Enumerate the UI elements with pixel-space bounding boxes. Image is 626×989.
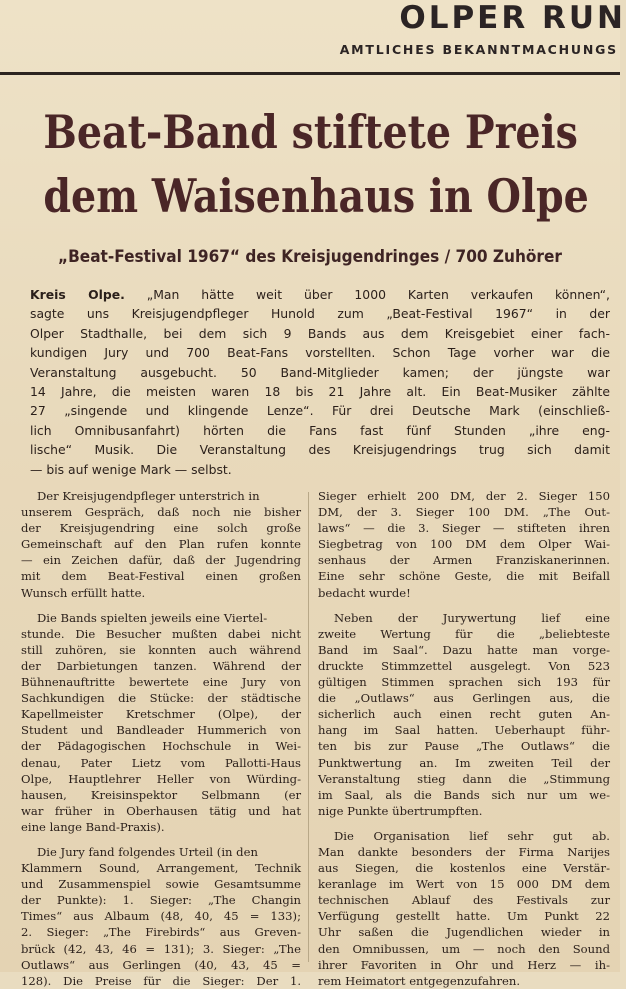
masthead-subtitle: AMTLICHES BEKANNTMACHUNGS [339, 42, 618, 57]
column-line: rem Heimatort entgegenzufahren. [318, 973, 521, 988]
column-line: brück (42, 43, 46 = 131); 3. Sieger: „The [21, 941, 301, 956]
column-line: technischen Ablauf des Festivals zur [318, 893, 610, 908]
column-line: DM, der 3. Sieger 100 DM. „The Out- [318, 505, 610, 520]
column-line: Gemeinschaft auf den Plan rufen konnte [21, 537, 301, 552]
column-line: Olpe, Hauptlehrer Heller von Würding- [21, 771, 301, 786]
column-line: 128). Die Preise für die Sieger: Der 1. [21, 973, 301, 988]
column-line: Der Kreisjugendpfleger unterstrich in [37, 489, 260, 503]
column-line: Neben der Jurywertung lief eine [334, 610, 610, 625]
lead-line-text: „Man hätte weit über 1000 Karten verkaufen können“, [124, 287, 610, 302]
column-line: Die Jury fand folgendes Urteil (in den [37, 844, 258, 859]
column-line: — ein Zeichen dafür, daß der Jugendring [21, 553, 301, 568]
column-line: der Darbietungen tanzen. Während der [21, 658, 301, 673]
column-line: still zuhören, sie konnten auch während [21, 642, 301, 657]
column-line: im Saal, als die Bands sich nur um we- [318, 787, 610, 802]
column-line: stunde. Die Besucher mußten dabei nicht [21, 626, 301, 641]
paragraph-gap [21, 601, 301, 610]
column-line: der Kreisjugendring eine solch große [21, 521, 301, 536]
lead-line: 27 „singende und klingende Lenze“. Für drei Deutsche Mark (einschließ- [30, 403, 610, 419]
column-line: Punktwertung an. Im zweiten Teil der [318, 755, 610, 770]
column-line: der Pädagogischen Hochschule in Wei- [21, 739, 301, 754]
subheadline: „Beat-Festival 1967“ des Kreisjugendringes / 700 Zuhörer [58, 247, 562, 266]
masthead [0, 0, 626, 72]
column-line: Kapellmeister Kretschmer (Olpe), der [21, 707, 301, 722]
column-line: Bühnenauftritte bewertete eine Jury von [21, 675, 301, 690]
column-line: senhaus der Armen Franziskanerinnen. [318, 553, 610, 568]
column-line: gültigen Stimmen sprachen sich 193 für [318, 675, 610, 690]
lead-line: — bis auf wenige Mark — selbst. [30, 461, 232, 477]
column-line: Student und Bandleader Hummerich von [21, 723, 301, 738]
headline [43, 100, 589, 228]
paragraph-gap [318, 601, 610, 610]
column-line: Siegbetrag von 100 DM dem Olper Wai- [318, 537, 610, 552]
column-line: Sieger erhielt 200 DM, der 2. Sieger 150 [318, 489, 610, 503]
column-line: zweite Wertung für die „beliebteste [318, 626, 610, 641]
lead-line: lich Omnibusanfahrt) hörten die Fans fast fünf Stunden „ihre eng- [30, 422, 610, 438]
lead-line: lische“ Musik. Die Veranstaltung des Kreisjugendrings trug sich damit [30, 442, 610, 458]
column-line: eine lange Band-Praxis). [21, 819, 165, 834]
column-line: mit dem Beat-Festival einen großen [21, 569, 301, 584]
column-line: Man dankte besonders der Firma Narijes [318, 844, 610, 859]
column-line: Die Organisation lief sehr gut ab. [334, 828, 610, 843]
column-line: unserem Gespräch, daß noch nie bisher [21, 505, 301, 520]
column-line: Die Bands spielten jeweils eine Viertel- [37, 610, 268, 625]
column-divider [308, 492, 309, 962]
column-line: ihrer Favoriten in Ohr und Herz — ih- [318, 957, 610, 972]
lead-line: 14 Jahre, die meisten waren 18 bis 21 Jahre alt. Ein Beat-Musiker zählte [30, 384, 610, 400]
article-column-left [21, 488, 301, 989]
column-line: Outlaws“ aus Gerlingen (40, 43, 45 = [21, 957, 301, 972]
column-line: und Zusammenspiel sowie Gesamtsumme [21, 877, 301, 892]
column-line: Sachkundigen die Stücke: der städtische [21, 691, 301, 706]
column-line: Wunsch erfüllt hatte. [21, 585, 146, 600]
column-line: keranlage im Wert von 15 000 DM dem [318, 877, 610, 892]
masthead-rule [0, 72, 620, 75]
column-line: Verfügung gestellt hatte. Um Punkt 22 [318, 909, 610, 924]
column-line: ten bis zur Pause „The Outlaws“ die [318, 739, 610, 754]
headline-line-2: dem Waisenhaus in Olpe [43, 169, 589, 223]
column-line: druckte Stimmzettel ausgelegt. Von 523 [318, 658, 610, 673]
column-line: hausen, Kreisinspektor Selbmann (er [21, 787, 301, 802]
column-line: die „Outlaws“ aus Gerlingen aus, die [318, 691, 610, 706]
paragraph-gap [318, 819, 610, 828]
article-column-right [318, 488, 610, 989]
column-line: Eine sehr schöne Geste, die mit Beifall [318, 569, 610, 584]
masthead-title: OLPER RUN [399, 0, 626, 36]
column-line: der Punkte): 1. Sieger: „The Changin [21, 893, 301, 908]
column-line: 2. Sieger: „The Firebirds“ aus Greven- [21, 925, 301, 940]
column-line: Uhr saßen die Jugendlichen wieder in [318, 925, 610, 940]
lead-line: Veranstaltung ausgebucht. 50 Band-Mitglieder kamen; der jüngste war [30, 364, 610, 380]
lead-line: sagte uns Kreisjugendpfleger Hunold zum „Beat-Festival 1967“ in der [30, 306, 610, 322]
headline-line-1: Beat-Band stiftete Preis [43, 105, 578, 159]
column-line: aus Siegen, die kostenlos eine Verstär- [318, 861, 610, 876]
lead-paragraph [30, 285, 610, 479]
column-line: denau, Pater Lietz vom Pallotti-Haus [21, 755, 301, 770]
column-line: war früher in Oberhausen tätig und hat [21, 803, 301, 818]
column-line: nige Punkte übertrumpften. [318, 803, 483, 818]
column-line: Times“ aus Albaum (48, 40, 45 = 133); [21, 909, 301, 924]
lead-line: Olper Stadthalle, bei dem sich 9 Bands aus dem Kreisgebiet einer fach- [30, 325, 610, 341]
column-line: Band im Saal“. Dazu hatte man vorge- [318, 642, 610, 657]
lead-line [30, 285, 610, 304]
dateline: Kreis Olpe. [30, 287, 125, 302]
paragraph-gap [21, 835, 301, 844]
column-line: hang im Saal hatten. Ueberhaupt führ- [318, 723, 610, 738]
column-line: sicherlich auch einen recht guten An- [318, 707, 610, 722]
column-line: laws“ — die 3. Sieger — stifteten ihren [318, 521, 610, 536]
lead-line: kundigen Jury und 700 Beat-Fans vorstellten. Schon Tage vorher war die [30, 345, 610, 361]
column-line: bedacht wurde! [318, 585, 411, 600]
column-line: den Omnibussen, um — noch den Sound [318, 941, 610, 956]
column-line: Klammern Sound, Arrangement, Technik [21, 861, 301, 876]
column-line: Veranstaltung stieg dann die „Stimmung [318, 771, 610, 786]
